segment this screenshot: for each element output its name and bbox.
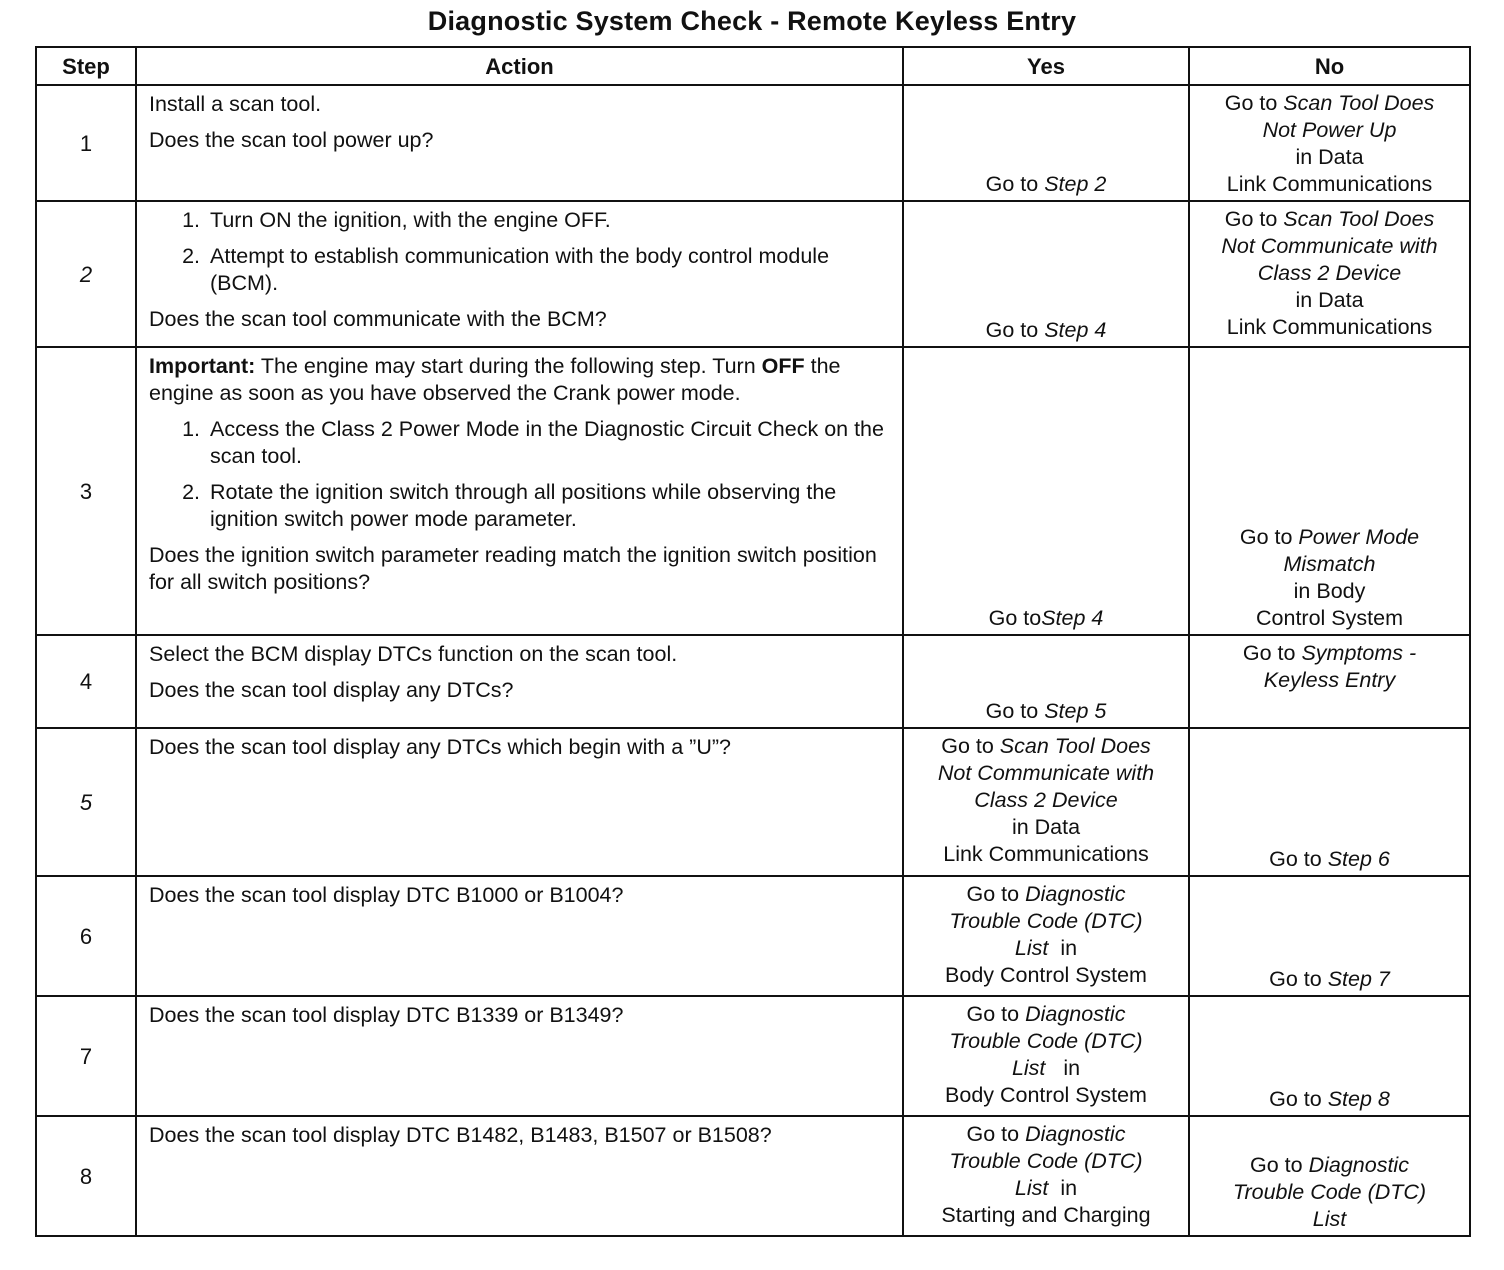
no-cell xyxy=(1189,996,1470,1116)
table-row xyxy=(36,1116,1470,1236)
goto-prefix: Go to xyxy=(985,318,1045,342)
goto-link[interactable]: Trouble Code (DTC) xyxy=(949,909,1143,933)
step-number: 3 xyxy=(36,347,136,635)
goto-link[interactable]: Diagnostic xyxy=(1025,1122,1126,1146)
goto-link[interactable]: Symptoms - xyxy=(1301,641,1417,665)
important-text: the engine as soon as you have observed the Crank power mode. xyxy=(149,354,841,405)
goto-prefix: Go to xyxy=(1239,525,1299,549)
yes-cell xyxy=(903,201,1189,347)
step-number: 6 xyxy=(36,876,136,996)
table-row xyxy=(36,635,1470,728)
goto-location: Link Communications xyxy=(943,842,1149,866)
no-cell xyxy=(1189,876,1470,996)
header-step: Step xyxy=(36,47,136,85)
important-text: The engine may start during the following step. Turn xyxy=(255,354,762,378)
goto-link[interactable]: Diagnostic xyxy=(1025,882,1126,906)
goto-link[interactable]: Step 5 xyxy=(1044,699,1107,723)
action-step: 2. Rotate the ignition switch through all positions while observing the ignition switch power mode parameter. xyxy=(206,479,892,533)
goto-location: Body Control System xyxy=(945,1083,1147,1107)
yes-cell xyxy=(903,996,1189,1116)
goto-link[interactable]: Trouble Code (DTC) xyxy=(949,1149,1143,1173)
action-cell xyxy=(136,1116,903,1236)
action-question: Does the scan tool display any DTCs which begin with a ”U”? xyxy=(149,735,731,759)
no-cell xyxy=(1189,728,1470,876)
action-steps-list xyxy=(149,416,892,533)
goto-prefix: Go to xyxy=(966,1122,1026,1146)
goto-link[interactable]: Mismatch xyxy=(1283,552,1376,576)
goto-link[interactable]: Diagnostic xyxy=(1308,1153,1409,1177)
action-cell xyxy=(136,201,903,347)
goto-prefix: Go to xyxy=(1269,847,1328,871)
goto-prefix: Go to xyxy=(1242,641,1302,665)
goto-prefix: Go to xyxy=(985,699,1045,723)
goto-link[interactable]: Not Power Up xyxy=(1262,118,1397,142)
goto-link[interactable]: Keyless Entry xyxy=(1263,668,1396,692)
goto-prefix: Go to xyxy=(1224,91,1284,115)
goto-link[interactable]: Step 2 xyxy=(1044,172,1107,196)
yes-cell xyxy=(903,728,1189,876)
goto-location: Starting and Charging xyxy=(941,1203,1151,1227)
diagnostic-table xyxy=(35,46,1471,1237)
goto-link[interactable]: Scan Tool Does xyxy=(999,734,1151,758)
goto-location: Link Communications xyxy=(1226,315,1433,339)
step-number: 5 xyxy=(36,728,136,876)
goto-prefix: Go to xyxy=(1269,967,1328,991)
important-label: Important: xyxy=(149,354,256,378)
action-cell xyxy=(136,635,903,728)
goto-prefix: Go to xyxy=(985,172,1045,196)
goto-link[interactable]: Scan Tool Does xyxy=(1283,207,1435,231)
action-question: Does the scan tool display DTC B1000 or B1004? xyxy=(149,883,624,907)
goto-link[interactable]: Diagnostic xyxy=(1025,1002,1126,1026)
action-cell xyxy=(136,876,903,996)
goto-location: in Body xyxy=(1293,579,1366,603)
action-question: Does the scan tool communicate with the BCM? xyxy=(149,307,607,331)
table-row xyxy=(36,347,1470,635)
action-cell xyxy=(136,347,903,635)
goto-prefix: Go to xyxy=(966,882,1026,906)
goto-link[interactable]: Power Mode xyxy=(1298,525,1420,549)
step-number: 2 xyxy=(36,201,136,347)
goto-link[interactable]: List xyxy=(1312,1207,1347,1231)
action-step: 2. Attempt to establish communication with the body control module (BCM). xyxy=(206,243,892,297)
goto-link[interactable]: Step 7 xyxy=(1327,967,1390,991)
table-row xyxy=(36,996,1470,1116)
goto-location: in xyxy=(1060,936,1078,960)
action-cell xyxy=(136,996,903,1116)
goto-location: in xyxy=(1060,1176,1078,1200)
yes-cell xyxy=(903,85,1189,201)
header-yes: Yes xyxy=(903,47,1189,85)
table-row xyxy=(36,201,1470,347)
no-cell xyxy=(1189,635,1470,728)
table-row xyxy=(36,876,1470,996)
goto-location: Control System xyxy=(1256,606,1403,630)
action-cell xyxy=(136,85,903,201)
action-question: Does the scan tool display any DTCs? xyxy=(149,678,514,702)
goto-location: in Data xyxy=(1295,145,1364,169)
step-number: 1 xyxy=(36,85,136,201)
goto-prefix: Go to xyxy=(1269,1087,1328,1111)
step-number: 7 xyxy=(36,996,136,1116)
action-question: Does the scan tool display DTC B1339 or B1349? xyxy=(149,1003,624,1027)
goto-location: in Data xyxy=(1295,288,1364,312)
no-cell xyxy=(1189,1116,1470,1236)
action-instruction: Install a scan tool. xyxy=(149,92,322,116)
yes-cell xyxy=(903,347,1189,635)
goto-link[interactable]: Step 4 xyxy=(1044,318,1107,342)
no-cell xyxy=(1189,201,1470,347)
important-off: OFF xyxy=(761,354,805,378)
action-steps-list xyxy=(149,207,892,297)
action-question: Does the scan tool power up? xyxy=(149,128,434,152)
goto-prefix: Go to xyxy=(1250,1153,1309,1177)
goto-prefix: Go to xyxy=(1224,207,1284,231)
goto-link[interactable]: Not Communicate with xyxy=(937,761,1155,785)
no-cell xyxy=(1189,85,1470,201)
no-cell xyxy=(1189,347,1470,635)
yes-cell xyxy=(903,635,1189,728)
important-note xyxy=(149,353,892,407)
goto-location: Body Control System xyxy=(945,963,1147,987)
goto-link[interactable]: Trouble Code (DTC) xyxy=(949,1029,1143,1053)
table-row xyxy=(36,728,1470,876)
action-cell xyxy=(136,728,903,876)
goto-link[interactable]: Class 2 Device xyxy=(974,788,1118,812)
yes-cell xyxy=(903,1116,1189,1236)
action-step: 1. Turn ON the ignition, with the engine OFF. xyxy=(206,207,892,234)
step-number: 8 xyxy=(36,1116,136,1236)
header-row xyxy=(36,47,1470,85)
table-row xyxy=(36,85,1470,201)
goto-link[interactable]: Step 8 xyxy=(1327,1087,1390,1111)
goto-prefix: Go to xyxy=(941,734,1000,758)
goto-location: Link Communications xyxy=(1226,172,1433,196)
step-number: 4 xyxy=(36,635,136,728)
header-no: No xyxy=(1189,47,1470,85)
goto-link[interactable]: List xyxy=(1014,936,1049,960)
goto-link[interactable]: Step 4 xyxy=(1041,606,1104,630)
goto-link[interactable]: Class 2 Device xyxy=(1257,261,1402,285)
goto-location: in xyxy=(1063,1056,1081,1080)
goto-prefix: Go to xyxy=(966,1002,1026,1026)
action-question: Does the ignition switch parameter reading match the ignition switch position for all switch positions? xyxy=(149,543,877,594)
action-question: Does the scan tool display DTC B1482, B1483, B1507 or B1508? xyxy=(149,1123,772,1147)
header-action: Action xyxy=(136,47,903,85)
goto-location: in Data xyxy=(1011,815,1081,839)
page-title: Diagnostic System Check - Remote Keyless Entry xyxy=(427,6,1077,36)
goto-prefix: Go to xyxy=(988,606,1042,630)
goto-link[interactable]: Scan Tool Does xyxy=(1283,91,1435,115)
goto-link[interactable]: Trouble Code (DTC) xyxy=(1232,1180,1427,1204)
yes-cell xyxy=(903,876,1189,996)
action-instruction: Select the BCM display DTCs function on the scan tool. xyxy=(149,642,678,666)
action-step: 1. Access the Class 2 Power Mode in the Diagnostic Circuit Check on the scan tool. xyxy=(206,416,892,470)
goto-link[interactable]: Not Communicate with xyxy=(1221,234,1438,258)
goto-link[interactable]: List xyxy=(1011,1056,1046,1080)
goto-link[interactable]: Step 6 xyxy=(1327,847,1390,871)
goto-link[interactable]: List xyxy=(1014,1176,1049,1200)
